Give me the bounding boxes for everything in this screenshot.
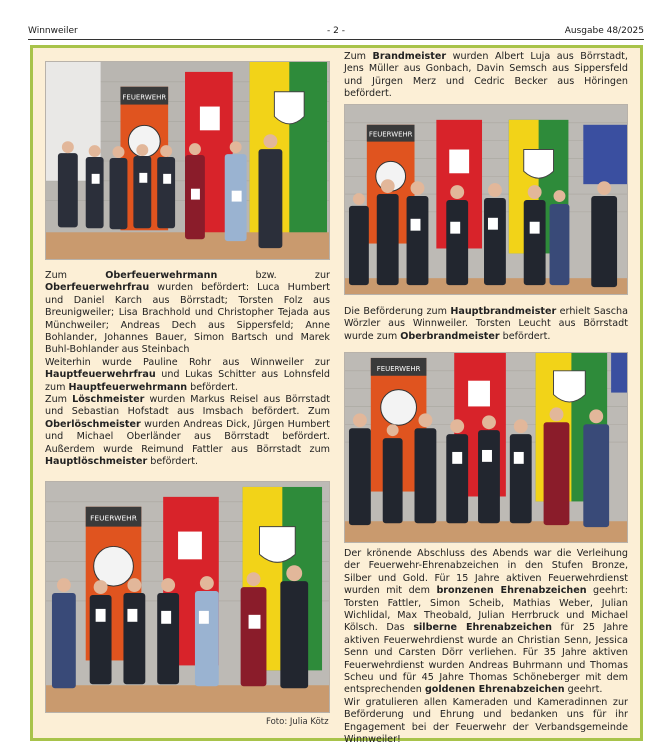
banner-text: FEUERWEHR — [376, 364, 421, 373]
header-issue: Ausgabe 48/2025 — [564, 26, 644, 36]
header-page-number: - 2 - — [327, 26, 345, 36]
article-text-right-bottom — [344, 548, 628, 747]
header-divider — [28, 39, 644, 40]
banner-text: FEUERWEHR — [90, 513, 137, 523]
photo-ehrenabzeichen-group — [344, 352, 628, 543]
paragraph-ehrenabzeichen: Der krönende Abschluss des Abends war die Verleihung der Feuerwehr-Ehrenabzeichen in den Stufen Bronze, Silber und Gold. Für 15 Jahre aktiven Feuerwehrdienst wurden mit dem bronzenen Ehrenabzeichen geehrt: Torsten Fattler, Simon Scheib, Mathias Weber, Julian Wichlidal, Max Theobald, Julian Herrbruck und Michael Kölsch. Das silberne Ehrenabzeichen für 25 Jahre aktiven Feuerwehrdienst wurde an Christian Senn, Jessica Senn und Carsten Dörr verliehen. Für 35 Jahre aktiven Feuerwehrdienst wurden Andreas Buhrmann und Thomas Scheu und für 45 Jahre Thomas Schöneberger mit dem entsprechenden goldenen Ehrenabzeichen geehrt. — [344, 548, 628, 696]
article-text-right-middle — [344, 306, 628, 343]
photo-credit: Foto: Julia Kötz — [266, 717, 329, 727]
header-town: Winnweiler — [28, 26, 78, 36]
paragraph-brandmeister: Zum Brandmeister wurden Albert Luja aus Börrstadt, Jens Müller aus Gonbach, Davin Semsch aus Sippersfeld und Jürgen Merz und Cedric Becker aus Höringen befördert. — [344, 51, 628, 100]
photo-oberfeuerwehrmann-group — [45, 61, 330, 260]
paragraph-loeschmeister: Zum Löschmeister wurden Markus Reisel aus Börrstadt und Sebastian Hofstadt aus Imsbach befördert. Zum Oberlöschmeister wurden Andreas Dick, Jürgen Humbert und Michael Oberländer aus Börrstadt befördert. Außerdem wurde Reimund Fattler aus Börrstadt zum Hauptlöschmeister befördert. — [45, 394, 330, 468]
photo-loeschmeister-group — [45, 481, 330, 713]
paragraph-oberfeuerwehrmann: Zum Oberfeuerwehrmann bzw. zur Oberfeuerwehrfrau wurden befördert: Luca Humbert und Daniel Karch aus Börrstadt; Torsten Folz aus Breunigweiler; Lisa Brachhold und Christopher Tejada aus Münchweiler; Andreas Dech aus Sippersfeld; Anne Bohlander, Johannes Bauer, Simon Bartsch und Marek Buhl-Bohlander aus Steinbach — [45, 270, 330, 356]
banner-text: FEUERWEHR — [368, 130, 413, 139]
banner-text: FEUERWEHR — [122, 93, 167, 102]
photo-brandmeister-group — [344, 104, 628, 295]
paragraph-hauptfeuerwehr: Weiterhin wurde Pauline Rohr aus Winnweiler zur Hauptfeuerwehrfrau und Lukas Schitter aus Lohnsfeld zum Hauptfeuerwehrmann befördert. — [45, 356, 330, 393]
paragraph-hauptbrandmeister: Die Beförderung zum Hauptbrandmeister erhielt Sascha Wörzler aus Winnweiler. Torsten Leucht aus Börrstadt wurde zum Oberbrandmeister befördert. — [344, 306, 629, 342]
article-text-right-top — [344, 51, 628, 101]
page-header — [28, 26, 644, 40]
paragraph-gratulation: Wir gratulieren allen Kameraden und Kameradinnen zur Beförderung und Ehrung und bedanken uns für ihr Engagement bei der Feuerwehr der Verbandsgemeinde Winnweiler! — [344, 696, 628, 746]
article-text-left — [45, 270, 330, 469]
